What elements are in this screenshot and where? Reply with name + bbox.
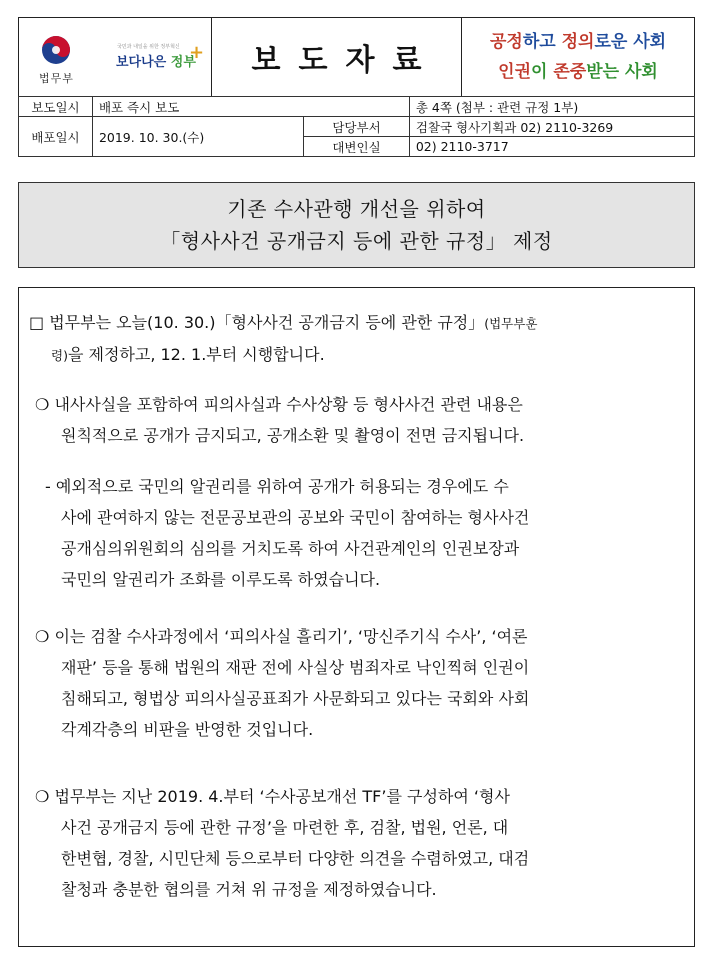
plus-icon: + <box>189 42 205 63</box>
motto-line-1 <box>490 27 666 57</box>
circle-bullet-icon: ❍ <box>35 395 50 414</box>
p2-line1: 내사사실을 포함하여 피의사실과 수사상황 등 형사사건 관련 내용은 <box>54 395 523 414</box>
release-date-value: 배포 즉시 보도 <box>92 97 409 117</box>
paragraph-3 <box>19 471 694 595</box>
p3-line1: 예외적으로 국민의 알권리를 위하여 공개가 허용되는 경우에도 수 <box>55 477 509 496</box>
circle-bullet-icon: ❍ <box>35 627 50 646</box>
p5-line1: 법무부는 지난 2019. 4.부터 ‘수사공보개선 TF’를 구성하여 ‘형사 <box>54 787 510 806</box>
p2-line2: 원칙적으로 공개가 금지되고, 공개소환 및 촬영이 전면 금지됩니다. <box>61 426 525 445</box>
p3-line3: 공개심의위원회의 심의를 거치도록 하여 사건관계인의 인권보장과 <box>61 539 520 558</box>
motto-word: 받는 사회 <box>586 62 658 82</box>
headline-line-2: 「형사사건 공개금지 등에 관한 규정」 제정 <box>160 229 553 253</box>
motto <box>462 18 694 96</box>
p1-line2-small: 령) <box>51 348 68 363</box>
p5-line4: 찰청과 충분한 협의를 거쳐 위 규정을 제정하였습니다. <box>61 880 437 899</box>
release-date-label: 보도일시 <box>19 97 93 117</box>
logo-cell <box>19 18 212 96</box>
gov-slogan-part1: 보다나은 <box>116 55 167 70</box>
motto-word: 로운 사회 <box>594 32 667 52</box>
spokesperson-label: 대변인실 <box>304 137 410 157</box>
motto-word: 인권 <box>498 62 532 82</box>
motto-word: 정의 <box>561 32 595 52</box>
motto-line-2 <box>498 57 658 87</box>
dept-label: 담당부서 <box>304 117 410 137</box>
ministry-name: 법무부 <box>39 72 74 85</box>
p1-line1-main: 법무부는 오늘(10. 30.)「형사사건 공개금지 등에 관한 규정」 <box>49 313 485 332</box>
p4-line4: 각계각층의 비판을 반영한 것입니다. <box>61 720 314 739</box>
paragraph-4 <box>19 621 694 745</box>
dept-value: 검찰국 형사기획과 02) 2110-3269 <box>409 117 694 137</box>
pages-value: 총 4쪽 (첨부 : 관련 규정 1부) <box>409 97 694 117</box>
paragraph-5 <box>19 781 694 905</box>
headline-box <box>18 182 695 268</box>
release-info-table <box>18 96 695 157</box>
press-header <box>18 17 695 97</box>
taegeuk-emblem-icon <box>41 35 71 65</box>
gov-slogan-part2: 정부 <box>170 55 196 70</box>
gov-slogan-caption: 국민과 내일을 위한 정부혁신 <box>117 44 180 50</box>
p1-line2-main: 을 제정하고, 12. 1.부터 시행합니다. <box>67 345 325 364</box>
motto-word: 이 <box>531 62 554 82</box>
p5-line2: 사건 공개금지 등에 관한 규정’을 마련한 후, 검찰, 법원, 언론, 대 <box>61 818 509 837</box>
dash-bullet-icon: - <box>45 477 51 496</box>
spokesperson-value: 02) 2110-3717 <box>409 137 694 157</box>
headline-line-1: 기존 수사관행 개선을 위하여 <box>227 197 486 221</box>
p4-line2: 재판’ 등을 통해 법원의 재판 전에 사실상 범죄자로 낙인찍혀 인권이 <box>61 658 530 677</box>
checkbox-bullet-icon: □ <box>29 313 45 332</box>
motto-word: 존중 <box>553 62 587 82</box>
p1-line1-small: (법무부훈 <box>484 316 538 331</box>
body-box <box>18 287 695 947</box>
motto-word: 공정 <box>489 32 523 52</box>
dist-date-label: 배포일시 <box>19 117 93 157</box>
dist-date-value: 2019. 10. 30.(수) <box>92 117 303 157</box>
p3-line4: 국민의 알권리가 조화를 이루도록 하였습니다. <box>61 570 381 589</box>
circle-bullet-icon: ❍ <box>35 787 50 806</box>
motto-word: 하고 <box>522 32 562 52</box>
p5-line3: 한변협, 경찰, 시민단체 등으로부터 다양한 의견을 수렴하였고, 대검 <box>61 849 530 868</box>
p4-line1: 이는 검찰 수사과정에서 ‘피의사실 흘리기’, ‘망신주기식 수사’, ‘여론 <box>54 627 528 646</box>
p4-line3: 침해되고, 형법상 피의사실공표죄가 사문화되고 있다는 국회와 사회 <box>61 689 530 708</box>
paragraph-2 <box>19 389 694 451</box>
gov-slogan-logo <box>116 51 196 70</box>
paragraph-1 <box>19 307 694 371</box>
p3-line2: 사에 관여하지 않는 전문공보관의 공보와 국민이 참여하는 형사사건 <box>61 508 530 527</box>
doc-type-title: 보도자료 <box>212 18 462 96</box>
